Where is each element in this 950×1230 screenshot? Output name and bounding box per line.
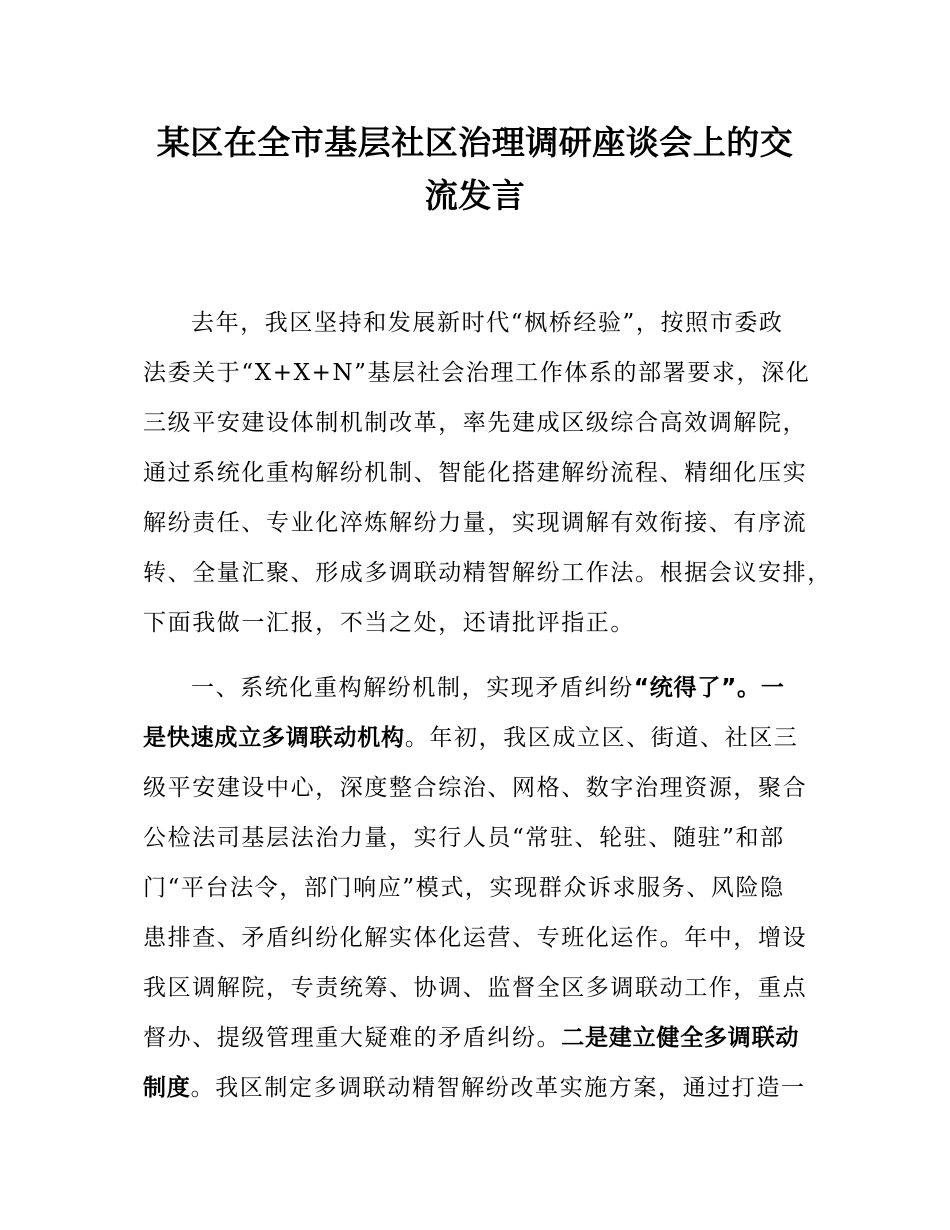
paragraph-2-line	[143, 1073, 843, 1103]
paragraph-2-line: 患排查、矛盾纠纷化解实体化运营、专班化运作。年中，增设	[143, 925, 808, 951]
body-text: 督办、提级管理重大疑难的矛盾纠纷。	[143, 1025, 562, 1051]
body-text: 。年初，我区成立区、街道、社区三	[404, 725, 799, 751]
paragraph-1-line: 转、全量汇聚、形成多调联动精智解纷工作法。根据会议安排，	[143, 560, 832, 586]
bold-emphasis: 二是建立健全多调联动	[561, 1025, 800, 1051]
paragraph-1-line: 下面我做一汇报，不当之处，还请批评指正。	[143, 610, 635, 636]
body-text: 。我区制定多调联动精智解纷改革实施方案，通过打造一	[190, 1075, 806, 1101]
document-title-line-1: 某区在全市基层社区治理调研座谈会上的交	[156, 123, 794, 162]
bold-emphasis: “统得了”。一	[633, 675, 785, 701]
paragraph-2-line: 我区调解院，专责统筹、协调、监督全区多调联动工作，重点	[143, 975, 808, 1001]
paragraph-2-line	[143, 723, 843, 753]
paragraph-1-line: 去年，我区坚持和发展新时代“枫桥经验”，按照市委政	[191, 310, 784, 336]
paragraph-2-line	[143, 1023, 843, 1053]
paragraph-2-line: 级平安建设中心，深度整合综治、网格、数字治理资源，聚合	[143, 775, 808, 801]
section-heading-text: 一、系统化重构解纷机制，实现矛盾纠纷	[191, 675, 634, 701]
paragraph-2-line	[191, 673, 891, 703]
paragraph-1-line: 通过系统化重构解纷机制、智能化搭建解纷流程、精细化压实	[143, 460, 808, 486]
bold-emphasis: 是快速成立多调联动机构	[143, 725, 405, 751]
paragraph-1-line: 法委关于“X+X+N”基层社会治理工作体系的部署要求，深化	[143, 360, 811, 386]
paragraph-1-line: 解纷责任、专业化淬炼解纷力量，实现调解有效衔接、有序流	[143, 510, 808, 536]
paragraph-2-line: 公检法司基层法治力量，实行人员“常驻、轮驻、随驻”和部	[143, 825, 785, 851]
paragraph-1-line: 三级平安建设体制机制改革，率先建成区级综合高效调解院，	[143, 410, 808, 436]
document-title-line-2: 流发言	[424, 176, 526, 215]
bold-emphasis: 制度	[143, 1075, 191, 1101]
paragraph-2-line: 门“平台法令，部门响应”模式，实现群众诉求服务、风险隐	[143, 875, 785, 901]
